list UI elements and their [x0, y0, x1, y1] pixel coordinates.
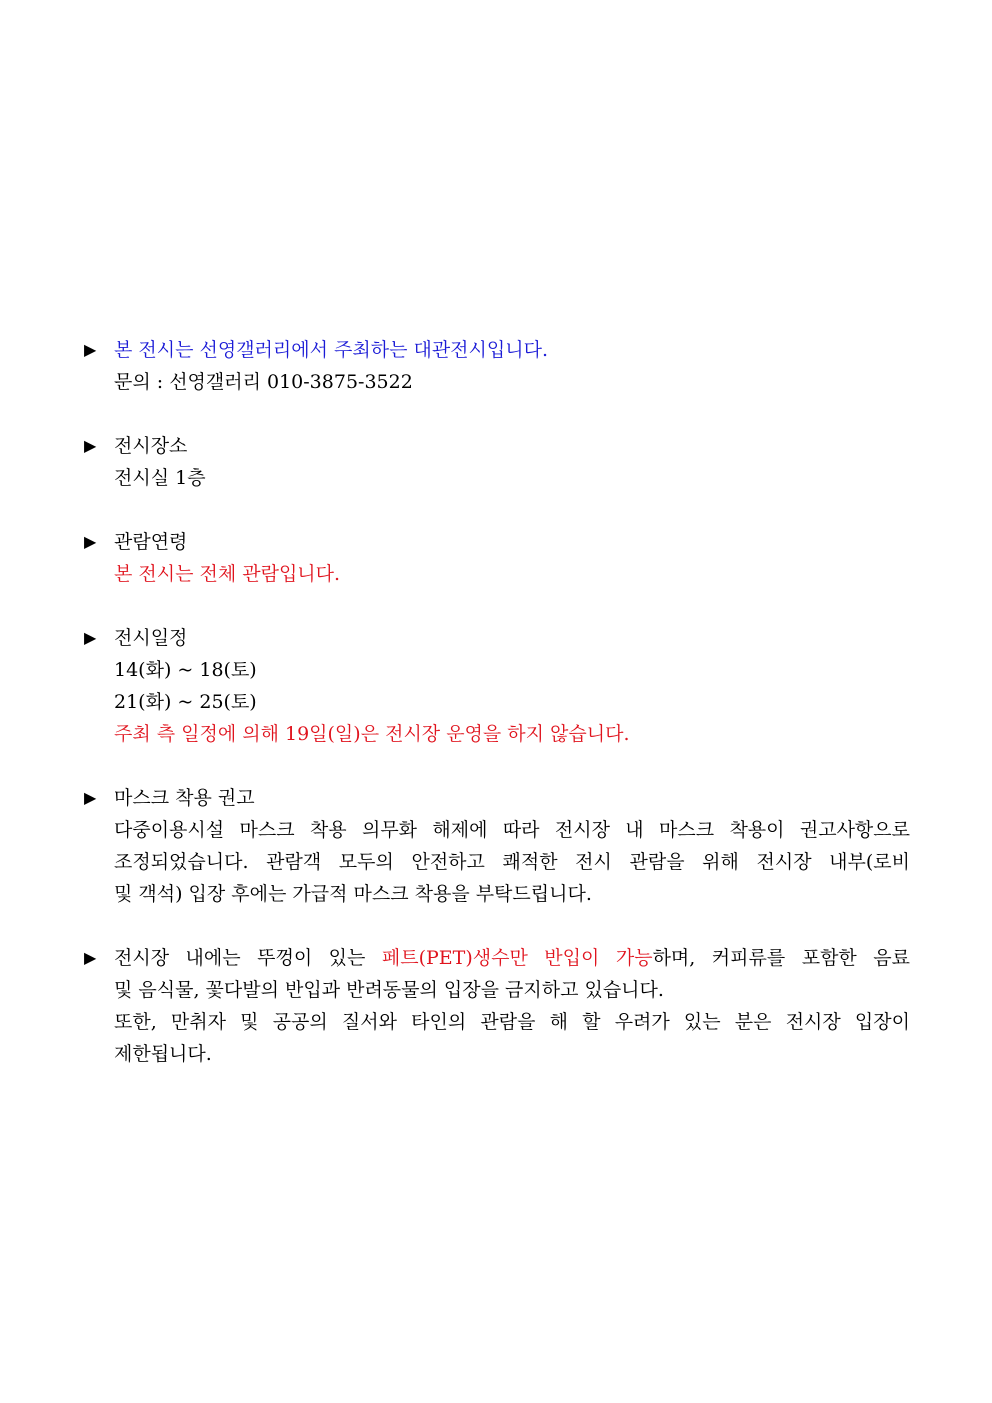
bullet-icon: ▶	[84, 436, 97, 455]
section-age-heading	[84, 526, 910, 558]
age-value: 본 전시는 전체 관람입니다.	[114, 563, 341, 585]
document-body	[84, 334, 910, 1102]
mask-title: 마스크 착용 권고	[114, 787, 255, 809]
section-schedule-heading	[84, 622, 910, 654]
rules-line-1-pre: 전시장 내에는 뚜껑이 있는	[114, 947, 382, 969]
section-rules	[84, 942, 910, 1070]
section-schedule	[84, 622, 910, 750]
schedule-title: 전시일정	[114, 627, 188, 649]
section-mask	[84, 782, 910, 910]
section-venue	[84, 430, 910, 494]
schedule-week2: 21(화) ~ 25(토)	[114, 691, 257, 713]
section-mask-heading	[84, 782, 910, 814]
venue-title: 전시장소	[114, 435, 188, 457]
age-title: 관람연령	[114, 531, 188, 553]
rules-line-1-post: 하며, 커피류를 포함한 음료	[652, 947, 910, 969]
bullet-icon: ▶	[84, 532, 97, 551]
schedule-week1: 14(화) ~ 18(토)	[114, 659, 257, 681]
host-contact: 문의 : 선영갤러리 010-3875-3522	[114, 371, 413, 393]
host-title: 본 전시는 선영갤러리에서 주최하는 대관전시입니다.	[114, 339, 548, 361]
rules-line-2: 및 음식물, 꽃다발의 반입과 반려동물의 입장을 금지하고 있습니다.	[114, 979, 664, 1001]
rules-line-1-highlight: 페트(PET)생수만 반입이 가능	[381, 947, 653, 969]
bullet-icon: ▶	[84, 788, 97, 807]
section-rules-heading	[84, 942, 910, 974]
bullet-icon: ▶	[84, 340, 97, 359]
section-age	[84, 526, 910, 590]
section-host-heading	[84, 334, 910, 366]
rules-line-3: 또한, 만취자 및 공공의 질서와 타인의 관람을 해 할 우려가 있는 분은 전시장 입장이	[114, 1011, 910, 1033]
bullet-icon: ▶	[84, 628, 97, 647]
bullet-icon: ▶	[84, 948, 97, 967]
mask-line-1: 다중이용시설 마스크 착용 의무화 해제에 따라 전시장 내 마스크 착용이 권고사항으로	[114, 819, 910, 841]
schedule-notice: 주최 측 일정에 의해 19일(일)은 전시장 운영을 하지 않습니다.	[114, 723, 630, 745]
section-host	[84, 334, 910, 398]
rules-line-4: 제한됩니다.	[114, 1043, 212, 1065]
rules-line-1	[114, 942, 910, 974]
mask-line-3: 및 객석) 입장 후에는 가급적 마스크 착용을 부탁드립니다.	[114, 883, 592, 905]
venue-value: 전시실 1층	[114, 467, 206, 489]
section-venue-heading	[84, 430, 910, 462]
mask-line-2: 조정되었습니다. 관람객 모두의 안전하고 쾌적한 전시 관람을 위해 전시장 내부(로비	[114, 851, 910, 873]
